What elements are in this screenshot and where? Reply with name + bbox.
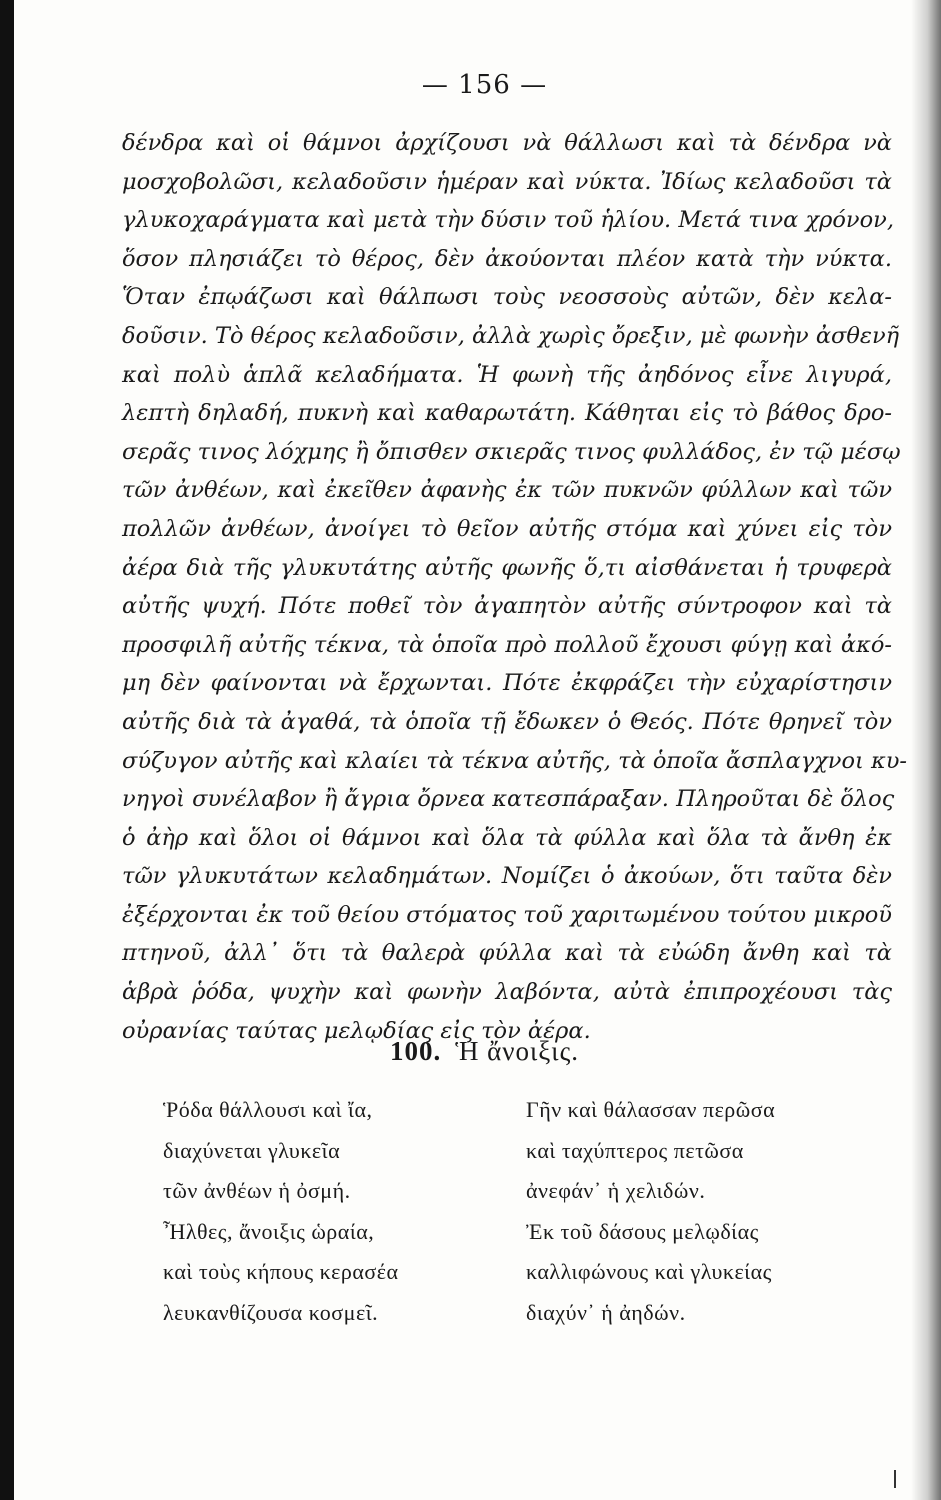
prose-line: τῶν ἀνθέων, καὶ ἐκεῖθεν ἀφανὴς ἐκ τῶν πυκνῶν φύλλων καὶ τῶν bbox=[122, 477, 892, 504]
prose-line: γλυκοχαράγματα καὶ μετὰ τὴν δύσιν τοῦ ἡλίου. Μετά τινα χρόνον, bbox=[122, 207, 894, 234]
prose-line: σερᾶς τινος λόχμης ἢ ὄπισθεν σκιερᾶς τινος φυλλάδος, ἐν τῷ μέσῳ bbox=[122, 438, 901, 465]
poem-verse: διαχύνεται γλυκεῖα bbox=[163, 1137, 341, 1163]
poem-verse: τῶν ἀνθέων ἡ ὀσμή. bbox=[163, 1178, 351, 1203]
poem-stanza-left bbox=[163, 1090, 493, 1333]
prose-line: ὅσον πλησιάζει τὸ θέρος, δὲν ἀκούονται πλέον κατὰ τὴν νύκτα. bbox=[122, 245, 892, 272]
prose-line: καὶ πολὺ ἁπλᾶ κελαδήματα. Ἡ φωνὴ τῆς ἀηδόνος εἶνε λιγυρά, bbox=[122, 361, 892, 388]
poem-stanza-right bbox=[526, 1090, 856, 1333]
prose-line: Ὅταν ἐπῳάζωσι καὶ θάλπωσι τοὺς νεοσσοὺς αὐτῶν, δὲν κελα- bbox=[122, 284, 892, 311]
poem-verse: Ἦλθες, ἄνοιξις ὡραία, bbox=[163, 1218, 375, 1244]
poem-verse: διαχύν᾽ ἡ ἀηδών. bbox=[526, 1299, 686, 1325]
poem-verse: καὶ τοὺς κήπους κερασέα bbox=[163, 1259, 399, 1284]
prose-line: δοῦσιν. Τὸ θέρος κελαδοῦσιν, ἀλλὰ χωρὶς ὄρεξιν, μὲ φωνὴν ἀσθενῆ bbox=[122, 322, 900, 349]
prose-line: αὐτῆς ψυχή. Πότε ποθεῖ τὸν ἀγαπητὸν αὐτῆς σύντροφον καὶ τὰ bbox=[122, 593, 892, 620]
poem-verse: Ῥόδα θάλλουσι καὶ ἴα, bbox=[163, 1097, 373, 1122]
prose-line: λεπτὴ δηλαδή, πυκνὴ καὶ καθαρωτάτη. Κάθηται εἰς τὸ βάθος δρο- bbox=[122, 400, 892, 427]
section-title: Ἡ ἄνοιξις. bbox=[455, 1036, 580, 1066]
prose-line: οὐρανίας ταύτας μελῳδίας εἰς τὸν ἀέρα. bbox=[122, 1017, 591, 1044]
scan-mark bbox=[894, 1470, 896, 1488]
prose-line: μη δὲν φαίνονται νὰ ἔρχωνται. Πότε ἐκφράζει τὴν εὐχαρίστησιν bbox=[122, 670, 892, 697]
prose-line: ἁβρὰ ῥόδα, ψυχὴν καὶ φωνὴν λαβόντα, αὐτὰ ἐπιπροχέουσι τὰς bbox=[122, 979, 892, 1006]
prose-line: αὐτῆς διὰ τὰ ἀγαθά, τὰ ὁποῖα τῇ ἔδωκεν ὁ Θεός. Πότε θρηνεῖ τὸν bbox=[122, 708, 892, 735]
poem-verse: καλλιφώνους καὶ γλυκείας bbox=[526, 1259, 772, 1284]
poem-verse: Ἐκ τοῦ δάσους μελῳδίας bbox=[526, 1218, 759, 1244]
section-number: 100. bbox=[389, 1036, 442, 1066]
prose-line: νηγοὶ συνέλαβον ἢ ἄγρια ὄρνεα κατεσπάραξαν. Πληροῦται δὲ ὅλος bbox=[122, 786, 895, 813]
prose-line: ἐξέρχονται ἐκ τοῦ θείου στόματος τοῦ χαριτωμένου τούτου μικροῦ bbox=[122, 901, 892, 928]
prose-body bbox=[122, 124, 908, 1050]
prose-line: μοσχοβολῶσι, κελαδοῦσιν ἡμέραν καὶ νύκτα. Ἰδίως κελαδοῦσι τὰ bbox=[122, 168, 892, 195]
prose-line: πτηνοῦ, ἀλλ᾽ ὅτι τὰ θαλερὰ φύλλα καὶ τὰ εὐώδη ἄνθη καὶ τὰ bbox=[122, 940, 892, 967]
poem-verse: ἀνεφάν᾽ ἡ χελιδών. bbox=[526, 1178, 706, 1203]
poem-verse: Γῆν καὶ θάλασσαν περῶσα bbox=[526, 1097, 776, 1122]
prose-line: ἀέρα διὰ τῆς γλυκυτάτης αὐτῆς φωνῆς ὅ,τι αἰσθάνεται ἡ τρυφερὰ bbox=[122, 554, 892, 581]
prose-line: σύζυγον αὐτῆς καὶ κλαίει τὰ τέκνα αὐτῆς, τὰ ὁποῖα ἄσπλαγχνοι κυ- bbox=[122, 747, 908, 774]
page-number: — 156 — bbox=[421, 70, 548, 100]
prose-line: ὁ ἀὴρ καὶ ὅλοι οἱ θάμνοι καὶ ὅλα τὰ φύλλα καὶ ὅλα τὰ ἄνθη ἐκ bbox=[122, 824, 892, 851]
poem-verse: καὶ ταχύπτερος πετῶσα bbox=[526, 1137, 744, 1163]
prose-line: τῶν γλυκυτάτων κελαδημάτων. Νομίζει ὁ ἀκούων, ὅτι ταῦτα δὲν bbox=[122, 863, 892, 890]
prose-line: δένδρα καὶ οἱ θάμνοι ἀρχίζουσι νὰ θάλλωσι καὶ τὰ δένδρα νὰ bbox=[122, 130, 892, 156]
section-heading bbox=[14, 1036, 941, 1067]
prose-line: προσφιλῆ αὐτῆς τέκνα, τὰ ὁποῖα πρὸ πολλοῦ ἔχουσι φύγῃ καὶ ἀκό- bbox=[122, 631, 892, 658]
poem-verse: λευκανθίζουσα κοσμεῖ. bbox=[163, 1299, 379, 1325]
prose-line: πολλῶν ἀνθέων, ἀνοίγει τὸ θεῖον αὐτῆς στόμα καὶ χύνει εἰς τὸν bbox=[122, 515, 892, 542]
